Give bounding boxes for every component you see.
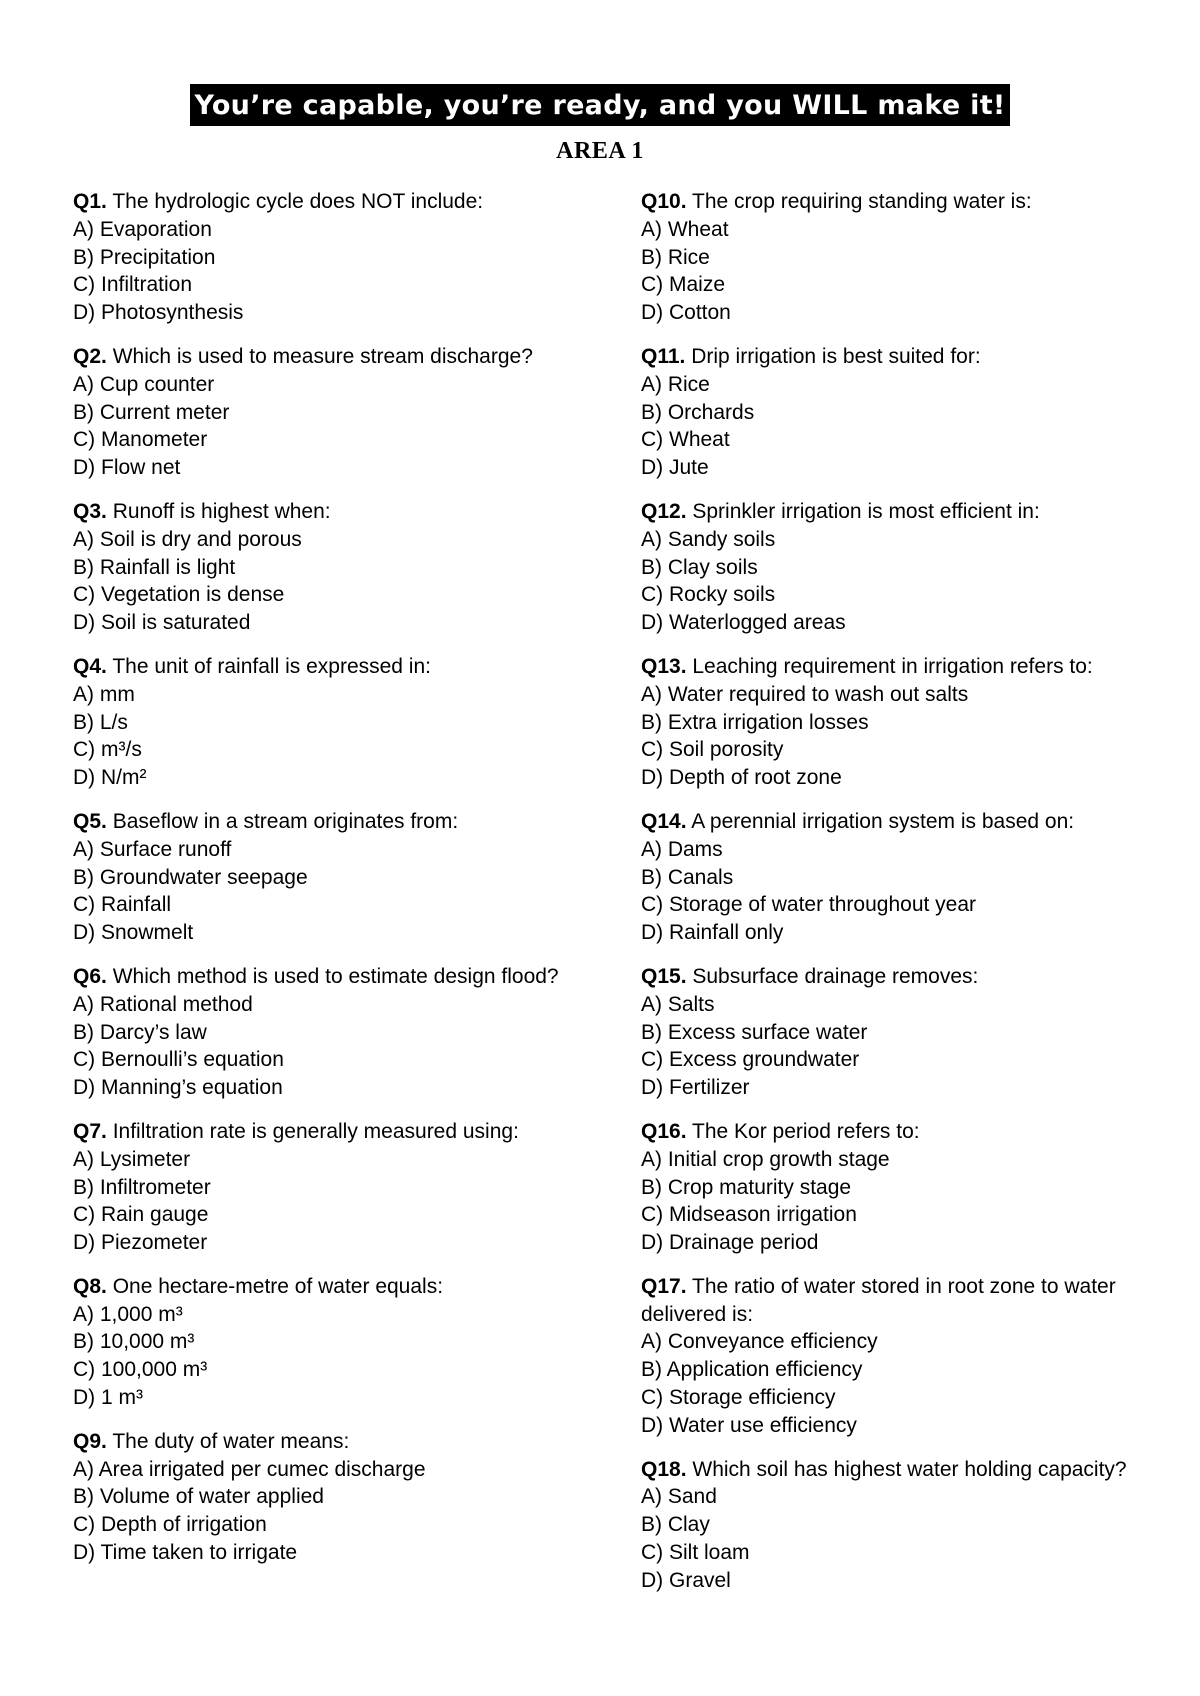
answer-option: A) Rational method [73, 992, 253, 1016]
answer-option: D) Jute [641, 456, 709, 480]
answer-option: A) Cup counter [73, 372, 215, 396]
answer-option: B) Application efficiency [641, 1358, 863, 1382]
question-block [641, 1456, 1141, 1595]
question-text: A perennial irrigation system is based on: [691, 809, 1075, 833]
answer-option: D) Water use efficiency [641, 1413, 857, 1437]
question-line [73, 498, 573, 526]
question-line [73, 963, 573, 991]
banner-wrapper [0, 84, 1200, 126]
question-block [641, 653, 1141, 792]
answer-option: B) L/s [73, 710, 128, 734]
question-number: Q16. [641, 1119, 687, 1143]
question-text: The ratio of water stored in root zone to water delivered is: [641, 1274, 1116, 1326]
answer-option: C) Rocky soils [641, 583, 776, 607]
question-line [73, 653, 573, 681]
question-block [73, 808, 573, 947]
question-line [641, 343, 1141, 371]
answer-option: C) Infiltration [73, 273, 193, 297]
answer-option: C) Rain gauge [73, 1203, 209, 1227]
answer-option: C) 100,000 m³ [73, 1358, 208, 1382]
answer-option: A) Evaporation [73, 217, 212, 241]
question-line [73, 188, 573, 216]
answer-option: B) Clay soils [641, 555, 758, 579]
answer-option: C) Rainfall [73, 893, 172, 917]
question-text: Subsurface drainage removes: [692, 964, 979, 988]
answer-option: D) Manning’s equation [73, 1076, 283, 1100]
question-line [641, 1118, 1141, 1146]
question-text: Sprinkler irrigation is most efficient in: [692, 499, 1040, 523]
answer-option: A) Rice [641, 372, 710, 396]
question-block [641, 1118, 1141, 1257]
answer-option: A) Sandy soils [641, 527, 776, 551]
answer-option: A) Lysimeter [73, 1147, 191, 1171]
question-block [641, 808, 1141, 947]
answer-option: B) 10,000 m³ [73, 1330, 195, 1354]
question-number: Q14. [641, 809, 687, 833]
answer-option: C) Silt loam [641, 1541, 750, 1565]
question-text: The crop requiring standing water is: [692, 190, 1032, 213]
answer-option: D) Photosynthesis [73, 301, 244, 325]
question-block [73, 1428, 573, 1567]
question-text: One hectare-metre of water equals: [112, 1274, 444, 1298]
answer-option: A) Wheat [641, 217, 729, 241]
answer-option: A) Surface runoff [73, 837, 232, 861]
motivational-banner: You’re capable, you’re ready, and you WILL make it! [190, 84, 1009, 126]
answer-option: D) Fertilizer [641, 1076, 750, 1100]
answer-option: A) Area irrigated per cumec discharge [73, 1457, 426, 1481]
question-number: Q12. [641, 499, 687, 523]
question-block [73, 1273, 573, 1412]
answer-option: B) Infiltrometer [73, 1175, 211, 1199]
answer-option: D) Gravel [641, 1568, 731, 1592]
question-line [641, 963, 1141, 991]
question-text: The unit of rainfall is expressed in: [112, 654, 431, 678]
answer-option: B) Groundwater seepage [73, 865, 308, 889]
question-number: Q18. [641, 1457, 687, 1481]
question-text: Which method is used to estimate design flood? [112, 964, 559, 988]
question-number: Q10. [641, 190, 687, 213]
answer-option: B) Rice [641, 245, 710, 269]
answer-option: A) Conveyance efficiency [641, 1330, 878, 1354]
question-number: Q3. [73, 499, 107, 523]
question-line [641, 808, 1141, 836]
answer-option: C) Midseason irrigation [641, 1203, 857, 1227]
question-number: Q11. [641, 344, 686, 368]
question-block [73, 498, 573, 637]
answer-option: C) Vegetation is dense [73, 583, 285, 607]
answer-option: A) Water required to wash out salts [641, 682, 969, 706]
question-line [73, 1428, 573, 1456]
answer-option: A) Initial crop growth stage [641, 1147, 890, 1171]
answer-option: B) Current meter [73, 400, 230, 424]
answer-option: C) Storage of water throughout year [641, 893, 977, 917]
answer-option: D) Flow net [73, 456, 181, 480]
question-block [641, 188, 1141, 327]
question-block [73, 188, 573, 327]
answer-option: D) Soil is saturated [73, 611, 251, 635]
question-number: Q7. [73, 1119, 107, 1143]
answer-option: C) Storage efficiency [641, 1386, 836, 1410]
question-line [73, 1118, 573, 1146]
question-line [641, 653, 1141, 681]
answer-option: C) Depth of irrigation [73, 1513, 267, 1537]
answer-option: B) Orchards [641, 400, 755, 424]
question-block [641, 963, 1141, 1102]
question-column-left [73, 188, 573, 1583]
question-line [641, 1456, 1141, 1484]
question-number: Q6. [73, 964, 107, 988]
answer-option: C) m³/s [73, 738, 142, 762]
answer-option: C) Soil porosity [641, 738, 784, 762]
question-line [73, 808, 573, 836]
answer-option: B) Precipitation [73, 245, 216, 269]
question-text: Runoff is highest when: [112, 499, 331, 523]
answer-option: D) Snowmelt [73, 921, 194, 945]
answer-option: D) Rainfall only [641, 921, 784, 945]
question-block [73, 963, 573, 1102]
question-line [641, 188, 1141, 216]
question-number: Q4. [73, 654, 107, 678]
answer-option: D) Cotton [641, 301, 731, 325]
answer-option: A) mm [73, 682, 135, 706]
question-number: Q2. [73, 344, 107, 368]
answer-option: B) Excess surface water [641, 1020, 868, 1044]
question-block [73, 1118, 573, 1257]
question-line [641, 498, 1141, 526]
question-block [641, 498, 1141, 637]
answer-option: D) Piezometer [73, 1231, 208, 1255]
answer-option: D) Drainage period [641, 1231, 819, 1255]
question-column-right [641, 188, 1141, 1611]
answer-option: B) Canals [641, 865, 734, 889]
answer-option: D) Time taken to irrigate [73, 1541, 298, 1565]
question-block [73, 653, 573, 792]
answer-option: C) Bernoulli’s equation [73, 1048, 284, 1072]
answer-option: C) Manometer [73, 428, 208, 452]
answer-option: D) Depth of root zone [641, 766, 842, 790]
answer-option: A) Salts [641, 992, 715, 1016]
answer-option: D) 1 m³ [73, 1386, 143, 1410]
question-text: Which is used to measure stream discharge? [112, 344, 533, 368]
question-number: Q17. [641, 1274, 687, 1298]
question-text: Drip irrigation is best suited for: [691, 344, 981, 368]
question-line [73, 343, 573, 371]
question-text: Leaching requirement in irrigation refers to: [692, 654, 1093, 678]
answer-option: A) 1,000 m³ [73, 1302, 183, 1326]
answer-option: B) Darcy’s law [73, 1020, 207, 1044]
question-number: Q13. [641, 654, 687, 678]
question-text: The Kor period refers to: [692, 1119, 920, 1143]
answer-option: B) Crop maturity stage [641, 1175, 852, 1199]
question-block [641, 1273, 1141, 1440]
question-number: Q5. [73, 809, 107, 833]
answer-option: B) Rainfall is light [73, 555, 236, 579]
question-text: Infiltration rate is generally measured using: [112, 1119, 519, 1143]
answer-option: B) Volume of water applied [73, 1485, 324, 1509]
question-number: Q15. [641, 964, 687, 988]
question-number: Q8. [73, 1274, 107, 1298]
answer-option: A) Soil is dry and porous [73, 527, 302, 551]
area-title: AREA 1 [556, 138, 644, 164]
question-text: Baseflow in a stream originates from: [112, 809, 459, 833]
question-number: Q1. [73, 190, 107, 213]
question-line [641, 1273, 1141, 1329]
question-block [641, 343, 1141, 482]
answer-option: B) Clay [641, 1513, 710, 1537]
question-text: Which soil has highest water holding capacity? [692, 1457, 1127, 1481]
answer-option: C) Wheat [641, 428, 730, 452]
answer-option: C) Maize [641, 273, 726, 297]
question-number: Q9. [73, 1429, 107, 1453]
answer-option: D) Waterlogged areas [641, 611, 846, 635]
question-block [73, 343, 573, 482]
question-text: The duty of water means: [112, 1429, 350, 1453]
answer-option: B) Extra irrigation losses [641, 710, 869, 734]
answer-option: A) Dams [641, 837, 723, 861]
question-line [73, 1273, 573, 1301]
question-text: The hydrologic cycle does NOT include: [112, 190, 484, 213]
answer-option: C) Excess groundwater [641, 1048, 860, 1072]
answer-option: A) Sand [641, 1485, 717, 1509]
answer-option: D) N/m² [73, 766, 147, 790]
